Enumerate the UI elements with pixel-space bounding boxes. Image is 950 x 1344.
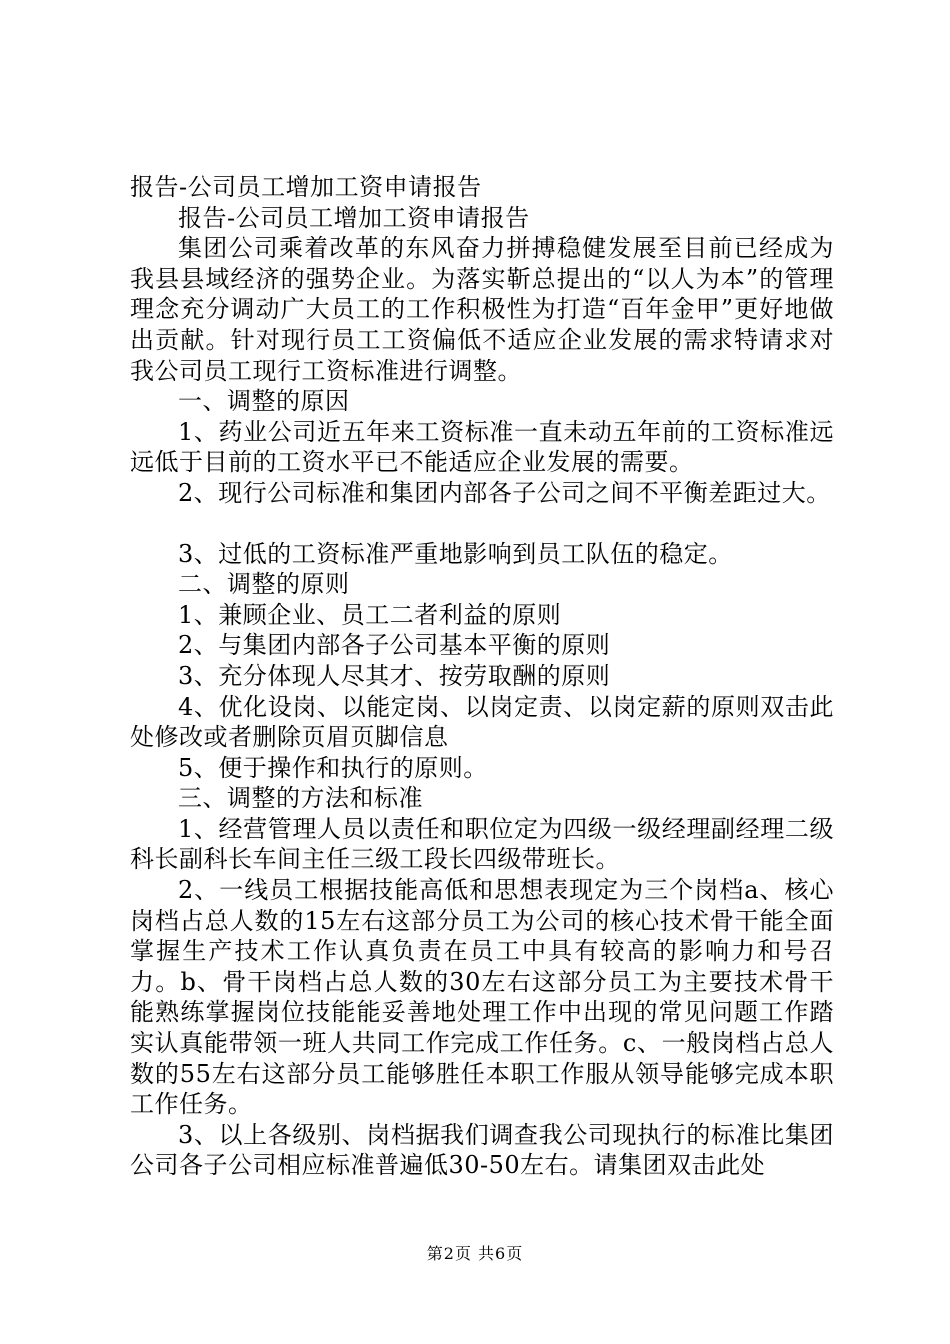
intro-paragraph: 集团公司乘着改革的东风奋力拼搏稳健发展至目前已经成为我县县域经济的强势企业。为落实靳总提出的“以人为本”的管理理念充分调动广大员工的工作积极性为打造“百年金甲”更好地做出贡献。针对现行员工工资偏低不适应企业发展的需求特请求对我公司员工现行工资标准进行调整。 [130, 234, 834, 385]
principle-item-2: 2、与集团内部各子公司基本平衡的原则 [178, 631, 611, 660]
reason-item-1: 1、药业公司近五年来工资标准一直未动五年前的工资标准远远低于目前的工资水平已不能适应企业发展的需要。 [130, 417, 834, 477]
method-item-1: 1、经营管理人员以责任和职位定为四级一级经理副经理二级科长副科长车间主任三级工段长四级带班长。 [130, 814, 834, 874]
principle-item-5: 5、便于操作和执行的原则。 [178, 753, 488, 782]
principle-item-1: 1、兼顾企业、员工二者利益的原则 [178, 600, 562, 629]
method-item-2: 2、一线员工根据技能高低和思想表现定为三个岗档a、核心岗档占总人数的15左右这部分员工为公司的核心技术骨干能全面掌握生产技术工作认真负责在员工中具有较高的影响力和号召力。b、骨干岗档占总人数的30左右这部分员工为主要技术骨干能熟练掌握岗位技能能妥善地处理工作中出现的常见问题工作踏实认真能带领一班人共同工作完成工作任务。c、一般岗档占总人数的55左右这部分员工能够胜任本职工作服从领导能够完成本职工作任务。 [130, 876, 834, 1119]
document-body [130, 172, 834, 1181]
blank-line [130, 509, 834, 539]
page-footer: 第2页 共6页 [426, 1244, 524, 1263]
reason-item-3: 3、过低的工资标准严重地影响到员工队伍的稳定。 [178, 539, 733, 568]
principle-item-4: 4、优化设岗、以能定岗、以岗定责、以岗定薪的原则双击此处修改或者删除页眉页脚信息 [130, 692, 834, 752]
section-heading-principles: 二、调整的原则 [178, 570, 350, 599]
principle-item-3: 3、充分体现人尽其才、按劳取酬的原则 [178, 661, 611, 690]
section-heading-methods: 三、调整的方法和标准 [178, 784, 423, 813]
document-subtitle: 报告-公司员工增加工资申请报告 [178, 203, 530, 232]
reason-item-2: 2、现行公司标准和集团内部各子公司之间不平衡差距过大。 [178, 478, 831, 507]
document-title: 报告-公司员工增加工资申请报告 [130, 173, 482, 201]
method-item-3: 3、以上各级别、岗档据我们调查我公司现执行的标准比集团公司各子公司相应标准普遍低30-50左右。请集团双击此处 [130, 1120, 834, 1180]
section-heading-reasons: 一、调整的原因 [178, 387, 350, 416]
